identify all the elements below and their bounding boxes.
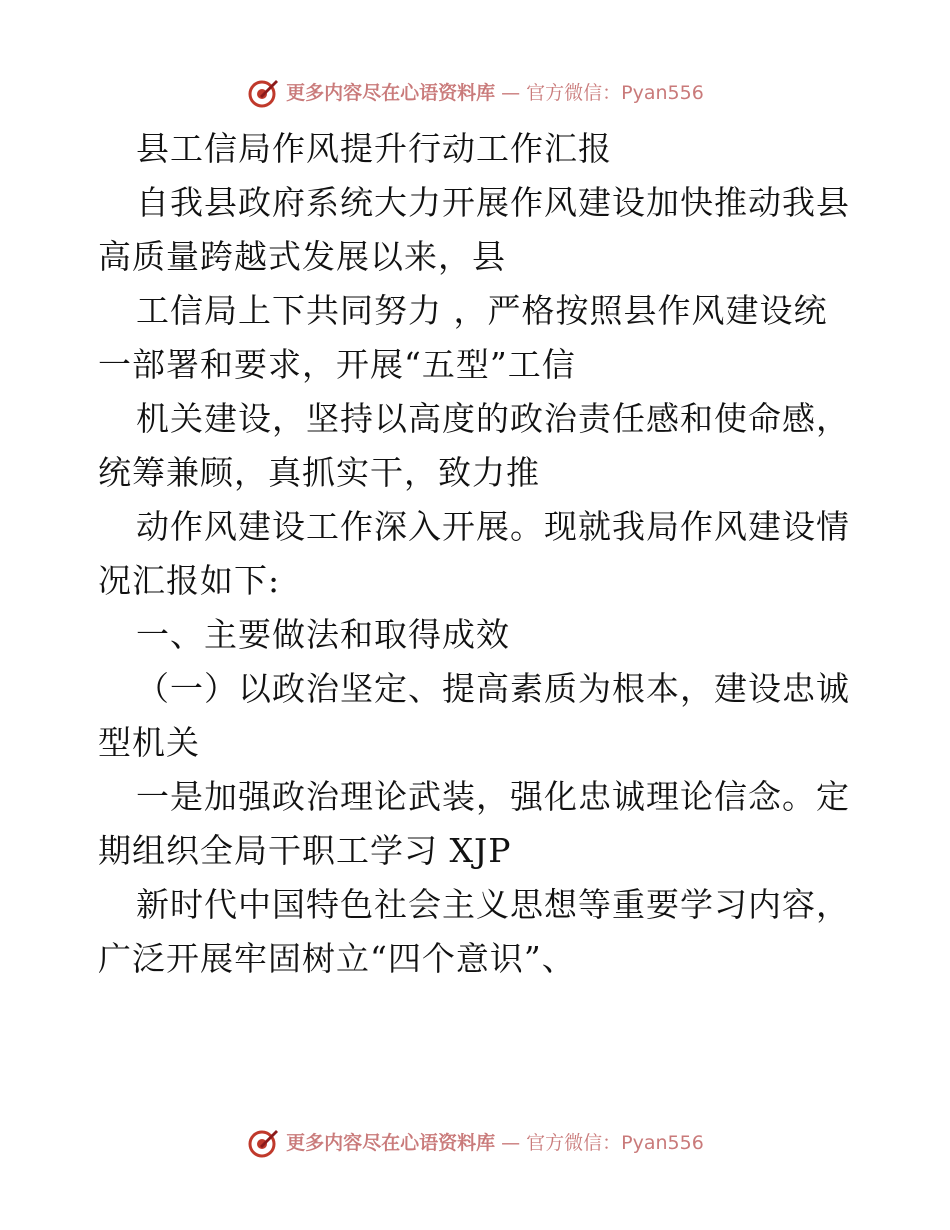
watermark-contact-text: 官方微信：Pyan556 (526, 1132, 704, 1154)
text-line: 统筹兼顾，真抓实干，致力推 (98, 453, 540, 492)
text-line: 县工信局作风提升行动工作汇报 (136, 129, 612, 168)
text-line: 一、主要做法和取得成效 (136, 615, 510, 654)
text-line: 期组织全局干职工学习 XJP (98, 831, 512, 870)
header-watermark (0, 76, 950, 110)
text-line: 机关建设，坚持以高度的政治责任感和使命感， (136, 399, 850, 438)
watermark-dash: — (501, 82, 521, 104)
text-line: 况汇报如下: (98, 561, 281, 600)
watermark-main-text: 更多内容尽在心语资料库 (286, 1132, 496, 1154)
watermark-main-text: 更多内容尽在心语资料库 (286, 82, 496, 104)
watermark-dash: — (501, 1132, 521, 1154)
text-line: 一部署和要求，开展“五型”工信 (98, 345, 576, 384)
pen-logo-icon (246, 1126, 280, 1160)
document-body (98, 122, 858, 986)
watermark-contact-text: 官方微信：Pyan556 (526, 82, 704, 104)
text-line: 动作风建设工作深入开展。现就我局作风建设情 (136, 507, 850, 546)
text-line: （一）以政治坚定、提高素质为根本，建设忠诚 (136, 669, 850, 708)
pen-logo-icon (246, 76, 280, 110)
text-line: 广泛开展牢固树立“四个意识”、 (98, 939, 576, 978)
text-line: 一是加强政治理论武装，强化忠诚理论信念。定 (136, 777, 850, 816)
text-line: 自我县政府系统大力开展作风建设加快推动我县 (136, 183, 850, 222)
text-line: 工信局上下共同努力 ，严格按照县作风建设统 (136, 291, 828, 330)
text-line: 高质量跨越式发展以来，县 (98, 237, 506, 276)
footer-watermark (0, 1126, 950, 1160)
text-line: 新时代中国特色社会主义思想等重要学习内容， (136, 885, 850, 924)
text-line: 型机关 (98, 723, 200, 762)
